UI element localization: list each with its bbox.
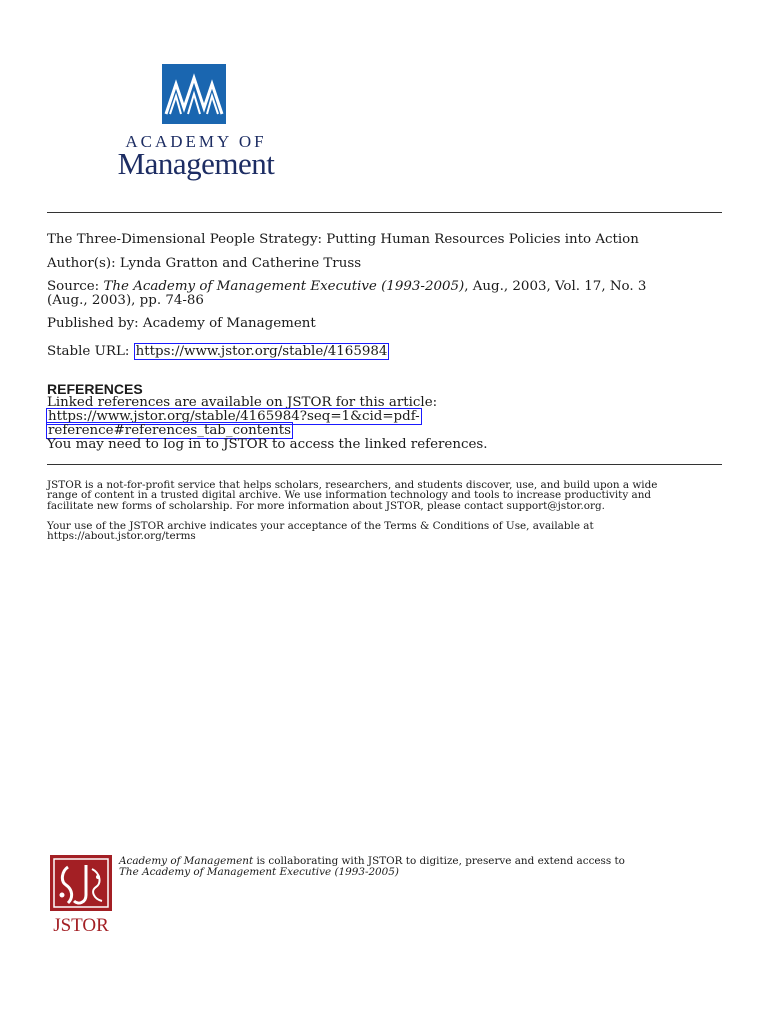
stable-url-label: Stable URL: [47,344,130,359]
article-publisher: Published by: Academy of Management [47,316,316,331]
footer-text: is collaborating with JSTOR to digitize, preserve and extend access to [253,855,625,867]
footer-org: Academy of Management [119,855,254,867]
source-journal: The Academy of Management Executive (1993-2005) [103,279,465,294]
references-intro: Linked references are available on JSTOR for this article: [47,395,438,410]
references-note: You may need to log in to JSTOR to access the linked references. [47,437,488,452]
article-title: The Three-Dimensional People Strategy: Putting Human Resources Policies into Action [47,232,639,247]
footer-line-2 [119,867,399,878]
aom-mountain-icon [162,64,226,124]
notice-p1-line2: range of content in a trusted digital archive. We use information technology and tools to increase productivity and [47,489,652,501]
jstor-wordmark: JSTOR [53,915,109,935]
references-link-2[interactable] [46,424,726,438]
jstor-logo [48,855,114,935]
top-divider [47,212,722,213]
references-link-text-2[interactable]: reference#references_tab_contents [48,423,291,438]
notice-p2-line1: Your use of the JSTOR archive indicates your acceptance of the Terms & Conditions of Use, available at [47,520,594,532]
source-pages: (Aug., 2003), pp. 74-86 [47,293,204,308]
references-heading: REFERENCES [47,381,143,397]
source-details: , Aug., 2003, Vol. 17, No. 3 [464,279,647,294]
source-label: Source: [47,279,100,294]
footer-journal: The Academy of Management Executive (1993-2005) [119,866,399,878]
notice-p1-line1: JSTOR is a not-for-profit service that helps scholars, researchers, and students discover, use, and build upon a wide [47,479,658,491]
stable-url-row [47,345,727,359]
article-authors: Author(s): Lynda Gratton and Catherine Truss [47,256,362,271]
academy-of-management-logo [104,64,288,184]
logo-line-2: Management [117,146,275,181]
stable-url-link[interactable]: https://www.jstor.org/stable/4165984 [135,344,388,359]
jstor-emblem-icon [48,855,114,935]
notice-p2-line2[interactable]: https://about.jstor.org/terms [47,530,196,542]
notice-p1-line3: facilitate new forms of scholarship. For more information about JSTOR, please contact support@jstor.org. [47,500,605,512]
mid-divider [47,464,722,465]
article-source [47,280,727,294]
logo-line-1: ACADEMY OF [125,132,267,151]
references-link-text-1[interactable]: https://www.jstor.org/stable/4165984?seq=1&cid=pdf- [48,409,420,424]
